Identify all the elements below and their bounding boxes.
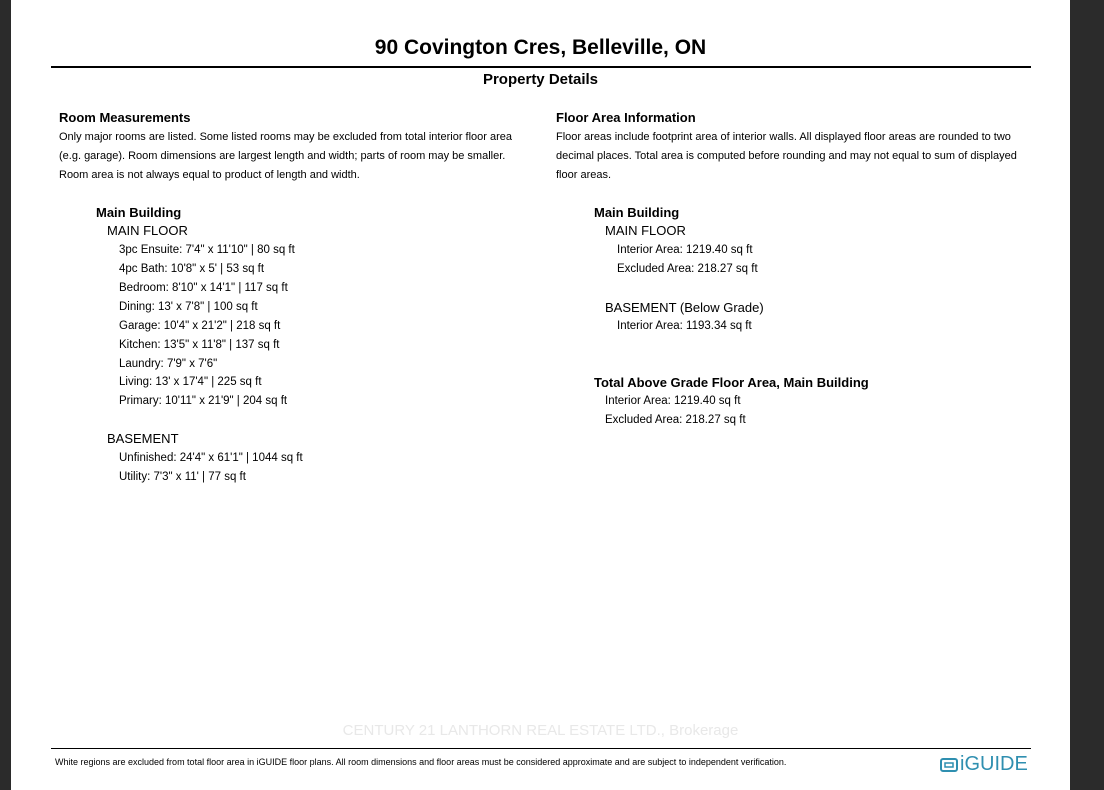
total-excluded: Excluded Area: 218.27 sq ft	[605, 414, 746, 426]
total-interior: Interior Area: 1219.40 sq ft	[605, 395, 741, 407]
room-item: Primary: 10'11" x 21'9" | 204 sq ft	[119, 395, 288, 407]
floor-building-label: Main Building	[594, 205, 680, 220]
page-title: 90 Covington Cres, Belleville, ON	[374, 36, 707, 59]
floor-note-line: decimal places. Total area is computed before rounding and may not equal to sum of displayed	[556, 150, 1017, 162]
floor-basement-label: BASEMENT (Below Grade)	[605, 300, 764, 315]
footer-divider	[51, 748, 1031, 749]
room-main-floor-label: MAIN FLOOR	[107, 223, 188, 238]
room-building-label: Main Building	[96, 205, 182, 220]
brokerage-watermark: CENTURY 21 LANTHORN REAL ESTATE LTD., Brokerage	[342, 722, 739, 739]
total-area-label: Total Above Grade Floor Area, Main Building	[594, 375, 869, 390]
title-divider	[51, 66, 1031, 68]
room-item: 4pc Bath: 10'8" x 5' | 53 sq ft	[119, 263, 265, 275]
room-item: Utility: 7'3" x 11' | 77 sq ft	[119, 471, 246, 483]
room-note-line: Only major rooms are listed. Some listed rooms may be excluded from total interior floor area	[59, 131, 513, 143]
room-item: Garage: 10'4" x 21'2" | 218 sq ft	[119, 320, 281, 332]
room-note-line: Room area is not always equal to product of length and width.	[59, 169, 360, 181]
iguide-camera-icon	[940, 757, 958, 773]
document-page	[11, 0, 1070, 790]
floor-main-interior: Interior Area: 1219.40 sq ft	[617, 244, 753, 256]
floor-note-line: Floor areas include footprint area of interior walls. All displayed floor areas are rounded to two	[556, 131, 1011, 143]
room-item: Unfinished: 24'4" x 61'1" | 1044 sq ft	[119, 452, 303, 464]
iguide-logo	[940, 753, 1028, 776]
iguide-logo-text: iGUIDE	[960, 753, 1028, 775]
floor-main-excluded: Excluded Area: 218.27 sq ft	[617, 263, 758, 275]
room-item: Bedroom: 8'10" x 14'1" | 117 sq ft	[119, 282, 288, 294]
room-basement-label: BASEMENT	[107, 431, 179, 446]
floor-note-line: floor areas.	[556, 169, 612, 181]
room-item: Dining: 13' x 7'8" | 100 sq ft	[119, 301, 258, 313]
room-measurements-heading: Room Measurements	[59, 110, 191, 125]
room-item: 3pc Ensuite: 7'4" x 11'10" | 80 sq ft	[119, 244, 295, 256]
room-item: Living: 13' x 17'4" | 225 sq ft	[119, 376, 262, 388]
footer-note: White regions are excluded from total floor area in iGUIDE floor plans. All room dimensions and floor areas must be considered approximate and are subject to independent verification.	[55, 757, 787, 767]
room-note-line: (e.g. garage). Room dimensions are largest length and width; parts of room may be smaller.	[59, 150, 506, 162]
room-item: Kitchen: 13'5" x 11'8" | 137 sq ft	[119, 339, 280, 351]
floor-area-heading: Floor Area Information	[556, 110, 696, 125]
floor-basement-interior: Interior Area: 1193.34 sq ft	[617, 320, 752, 332]
floor-main-floor-label: MAIN FLOOR	[605, 223, 686, 238]
page-subtitle: Property Details	[482, 71, 599, 88]
room-item: Laundry: 7'9" x 7'6"	[119, 358, 218, 370]
